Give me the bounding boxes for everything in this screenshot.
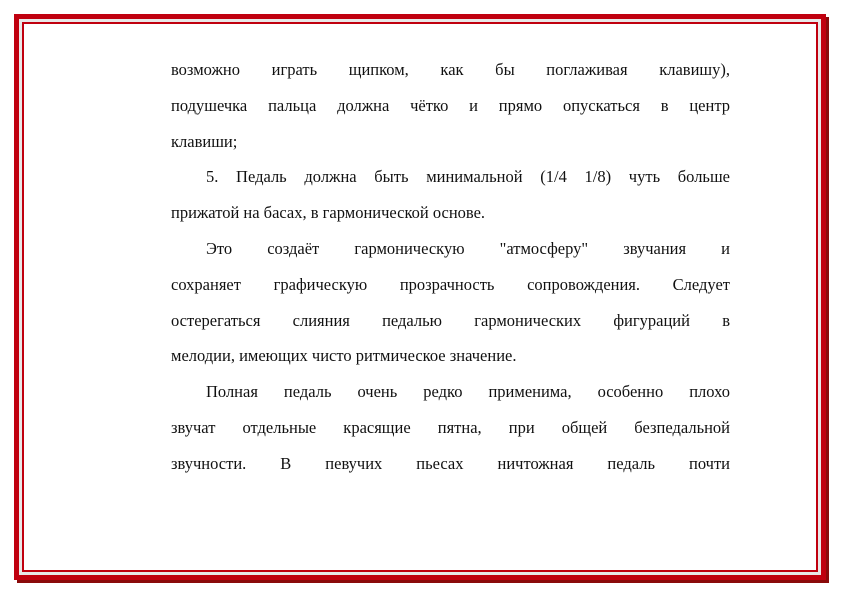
text-line: Полная педаль очень редко применима, особенно плохо (206, 382, 730, 402)
text-line: подушечка пальца должна чётко и прямо опускаться в центр (171, 95, 730, 115)
text-line: сохраняет графическую прозрачность сопровождения. Следует (171, 274, 730, 294)
body-text (171, 52, 730, 482)
text-line: 5. Педаль должна быть минимальной (1/4 1/8) чуть больше (206, 167, 730, 187)
text-line: мелодии, имеющих чисто ритмическое значение. (171, 346, 517, 366)
text-line: звучат отдельные красящие пятна, при общей безпедальной (171, 417, 730, 437)
text-line: звучности. В певучих пьесах ничтожная педаль почти (171, 453, 730, 473)
text-line: остерегаться слияния педалью гармонических фигураций в (171, 310, 730, 330)
text-line: Это создаёт гармоническую "атмосферу" звучания и (206, 238, 730, 258)
text-line: прижатой на басах, в гармонической основе. (171, 203, 486, 223)
text-line: клавиши; (171, 131, 238, 151)
text-line: возможно играть щипком, как бы поглаживая клавишу), (171, 60, 730, 79)
